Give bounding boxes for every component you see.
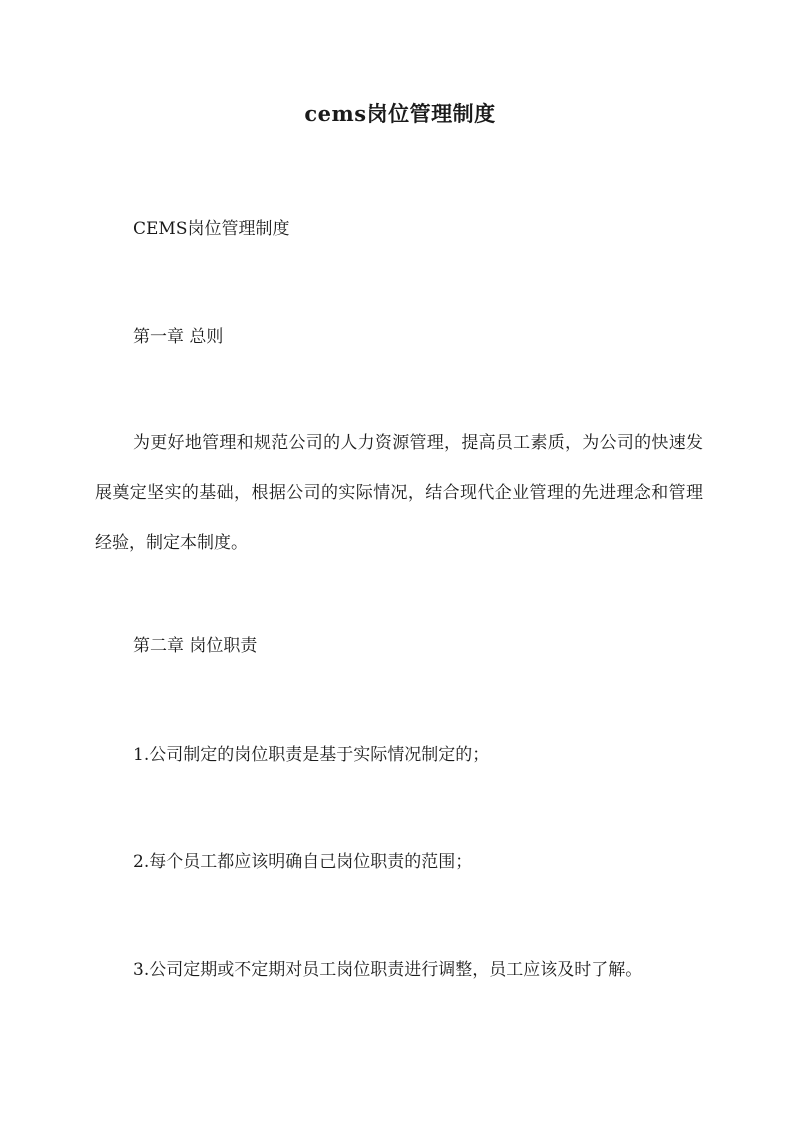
chapter-1-body: 为更好地管理和规范公司的人力资源管理，提高员工素质，为公司的快速发展奠定坚实的基础，根据公司的实际情况，结合现代企业管理的先进理念和管理经验，制定本制度。 — [95, 433, 703, 553]
document-subtitle: CEMS岗位管理制度 — [133, 219, 290, 239]
document-title: cems岗位管理制度 — [304, 101, 496, 126]
chapter-1-heading: 第一章 总则 — [133, 327, 224, 347]
list-item: 3.公司定期或不定期对员工岗位职责进行调整，员工应该及时了解。 — [133, 960, 643, 980]
list-item: 2.每个员工都应该明确自己岗位职责的范围； — [133, 852, 473, 872]
chapter-2-heading: 第二章 岗位职责 — [133, 636, 258, 656]
list-item: 1.公司制定的岗位职责是基于实际情况制定的； — [133, 745, 490, 765]
